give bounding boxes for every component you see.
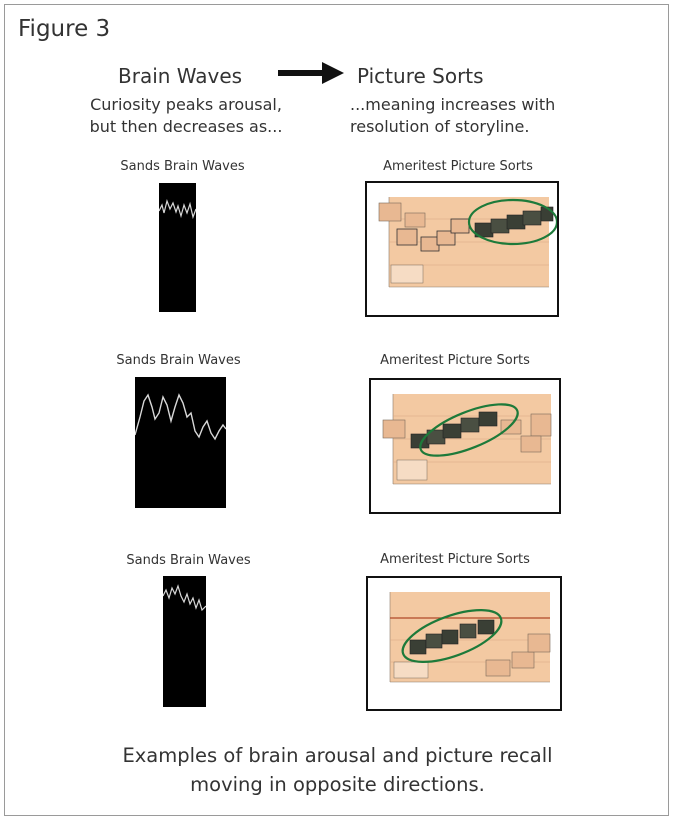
brain-waves-header: Brain Waves: [118, 64, 243, 88]
picture-sorts-header: Picture Sorts: [357, 64, 484, 88]
brain-wave-panel-1: [159, 183, 196, 312]
wave-label-1: Sands Brain Waves: [120, 159, 245, 174]
brain-wave-trace-1: [159, 183, 196, 312]
right-arrow-icon: [278, 60, 344, 86]
picture-sort-chart-1: [367, 183, 557, 315]
picture-sort-chart-2: [371, 380, 559, 512]
brain-wave-trace-2: [135, 377, 226, 508]
picture-sort-panel-1: [365, 181, 559, 317]
caption-line2: moving in opposite directions.: [190, 773, 485, 796]
caption-line1: Examples of brain arousal and picture recall: [122, 744, 553, 767]
brain-wave-panel-3: [163, 576, 206, 707]
brain-wave-panel-2: [135, 377, 226, 508]
figure-caption: [0, 741, 675, 799]
sort-label-2: Ameritest Picture Sorts: [380, 353, 530, 368]
brain-waves-subtitle-line1: Curiosity peaks arousal,: [90, 95, 282, 114]
figure-title: Figure 3: [18, 16, 111, 42]
brain-waves-subtitle-line2: but then decreases as...: [89, 117, 283, 136]
sort-label-3: Ameritest Picture Sorts: [380, 552, 530, 567]
picture-sorts-subtitle: [350, 94, 570, 138]
picture-sorts-subtitle-line2: resolution of storyline.: [350, 117, 530, 136]
sort-label-1: Ameritest Picture Sorts: [383, 159, 533, 174]
brain-wave-trace-3: [163, 576, 206, 707]
picture-sort-panel-3: [366, 576, 562, 711]
wave-label-2: Sands Brain Waves: [116, 353, 241, 368]
brain-waves-subtitle: [86, 94, 286, 138]
picture-sort-chart-3: [368, 578, 560, 709]
picture-sorts-subtitle-line1: ...meaning increases with: [350, 95, 556, 114]
picture-sort-panel-2: [369, 378, 561, 514]
wave-label-3: Sands Brain Waves: [126, 553, 251, 568]
